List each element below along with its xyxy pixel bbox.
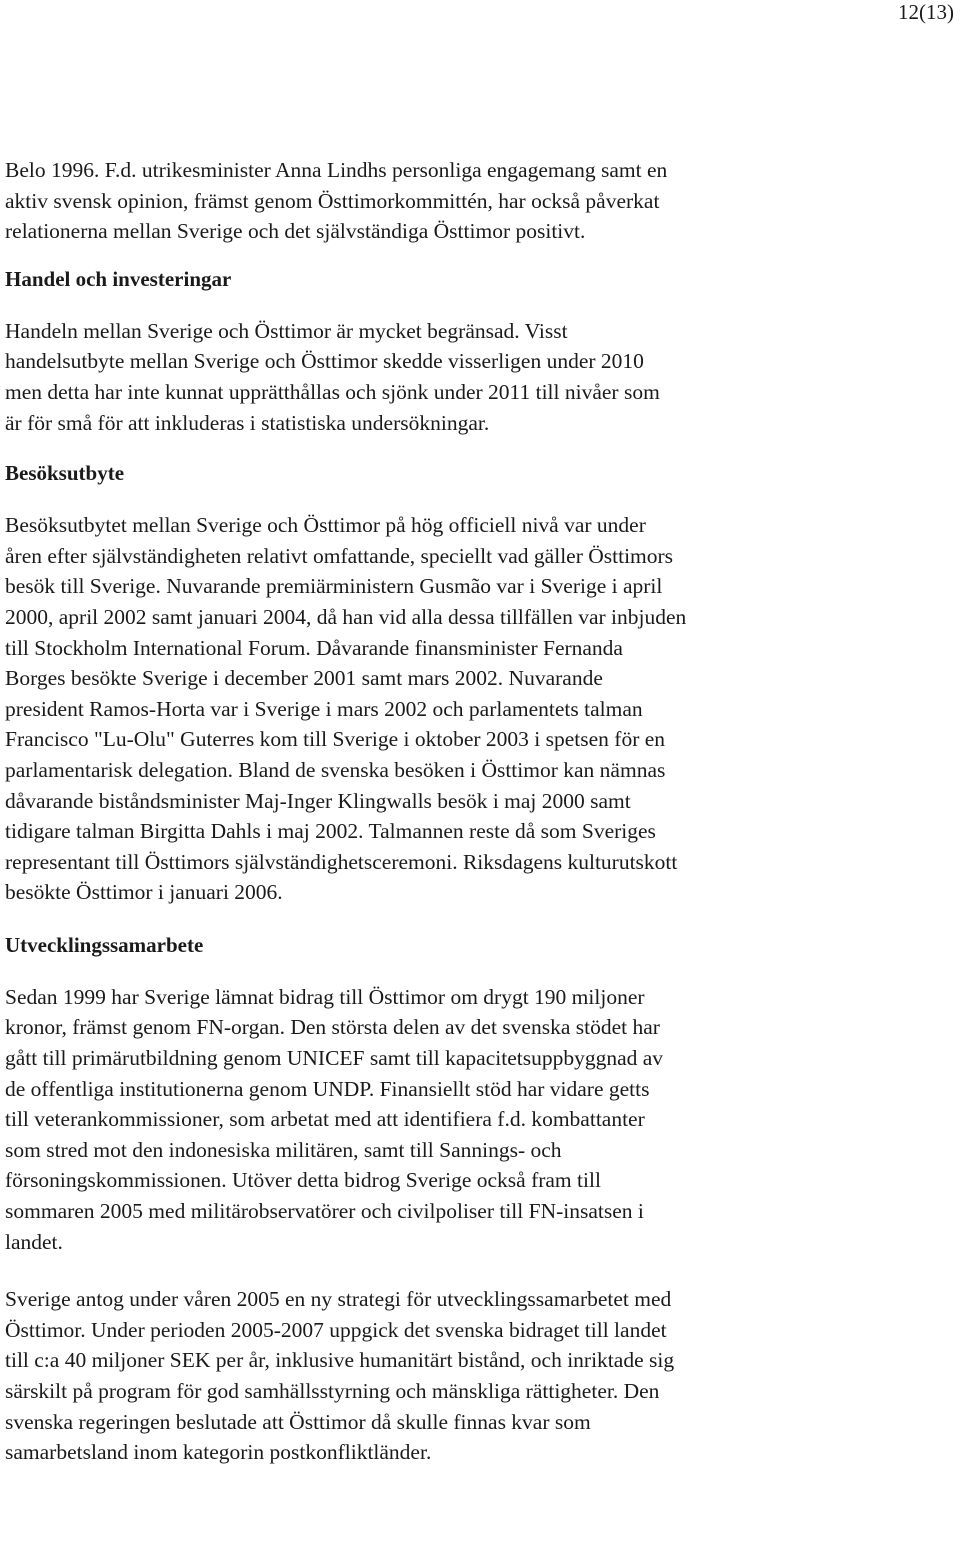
heading-trade: Handel och investeringar	[5, 266, 232, 291]
heading-visits: Besöksutbyte	[5, 461, 125, 486]
document-body	[5, 155, 835, 1468]
page-number: 12(13)	[898, 0, 954, 24]
paragraph-development-contributions: Sedan 1999 har Sverige lämnat bidrag till Östtimor om drygt 190 miljoner kronor, främst genom FN-organ. Den största delen av det svenska stödet har gått till primärutbildning genom UNICEF samt till kapacitetsuppbyggnad av de offentliga institutionerna genom UNDP. Finansiellt stöd har vidare getts till veterankommissioner, som arbetat med att identifiera f.d. kombattanter som stred mot den indonesiska militären, samt till Sannings- och försoningskommissionen. Utöver detta bidrog Sverige också fram till sommaren 2005 med militärobservatörer och civilpoliser till FN-insatsen i landet.	[5, 984, 664, 1254]
paragraph-relations: Belo 1996. F.d. utrikesminister Anna Lindhs personliga engagemang samt en aktiv svensk opinion, främst genom Östtimorkommittén, har också påverkat relationerna mellan Sverige och det självständiga Östtimor positivt.	[5, 158, 668, 244]
paragraph-development-strategy: Sverige antog under våren 2005 en ny strategi för utvecklingssamarbetet med Östtimor. Under perioden 2005-2007 uppgick det svenska bidraget till landet till c:a 40 miljoner SEK per år, inklusive humanitärt bistånd, och inriktade sig särskilt på program för god samhällsstyrning och mänskliga rättigheter. Den svenska regeringen beslutade att Östtimor då skulle finnas kvar som samarbetsland inom kategorin postkonfliktländer.	[5, 1287, 675, 1465]
paragraph-trade: Handeln mellan Sverige och Östtimor är mycket begränsad. Visst handelsutbyte mellan Sverige och Östtimor skedde visserligen under 2010 men detta har inte kunnat upprätthållas och sjönk under 2011 till nivåer som är för små för att inkluderas i statistiska undersökningar.	[5, 318, 660, 435]
paragraph-visits: Besöksutbytet mellan Sverige och Östtimor på hög officiell nivå var under åren efter självständigheten relativt omfattande, speciellt vad gäller Östtimors besök till Sverige. Nuvarande premiärministern Gusmão var i Sverige i april 2000, april 2002 samt januari 2004, då han vid alla dessa tillfällen var inbjuden till Stockholm International Forum. Dåvarande finansminister Fernanda Borges besökte Sverige i december 2001 samt mars 2002. Nuvarande president Ramos-Horta var i Sverige i mars 2002 och parlamentets talman Francisco "Lu-Olu" Guterres kom till Sverige i oktober 2003 i spetsen för en parlamentarisk delegation. Bland de svenska besöken i Östtimor kan nämnas dåvarande biståndsminister Maj-Inger Klingwalls besök i maj 2000 samt tidigare talman Birgitta Dahls i maj 2002. Talmannen reste då som Sveriges representant till Östtimors självständighetsceremoni. Riksdagens kulturutskott besökte Östtimor i januari 2006.	[5, 513, 687, 905]
heading-development: Utvecklingssamarbete	[5, 932, 204, 957]
